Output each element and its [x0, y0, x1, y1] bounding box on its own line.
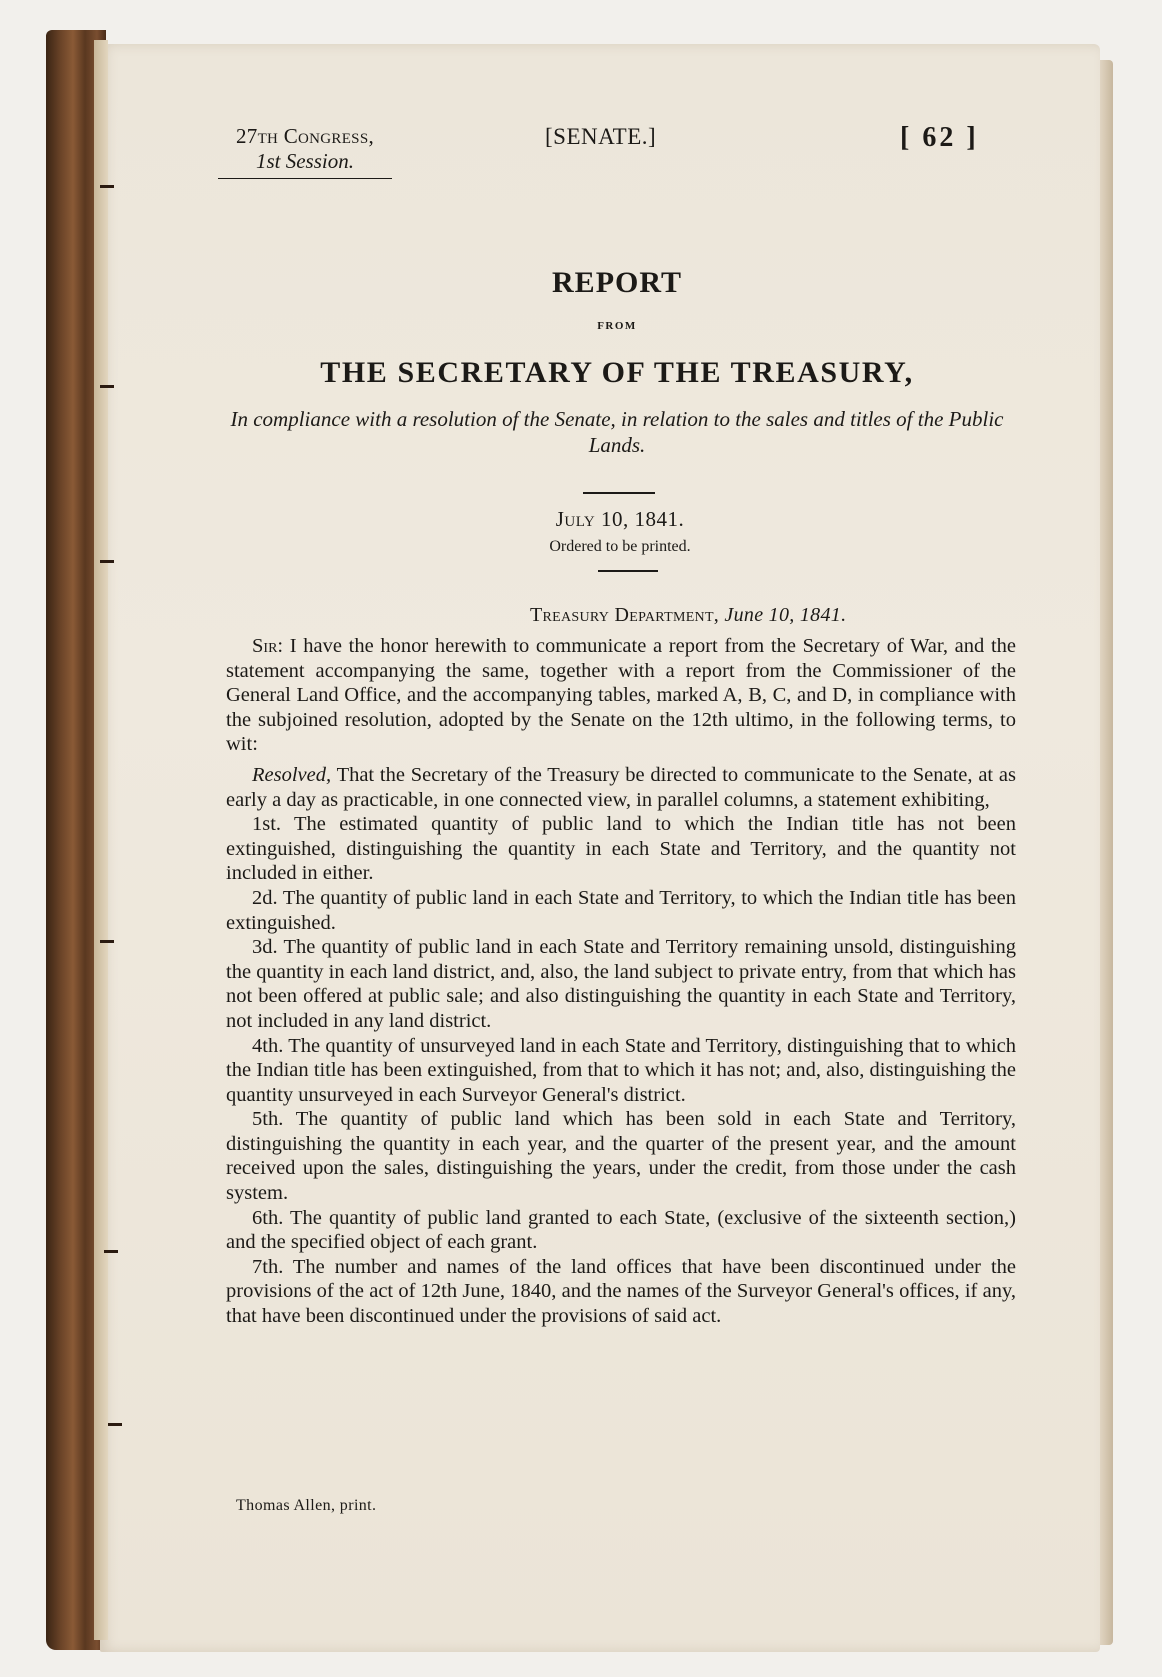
list-item: 3d. The quantity of public land in each State and Territory remaining unsold, distinguishing the quantity in each land district, and, also, the land subject to private entry, from that which has not been offered at public sale; and also distinguishing the quantity in each State and Territory, not included in any land district.	[226, 936, 1016, 1032]
binding-stitch	[100, 560, 114, 563]
salutation: Sir:	[252, 635, 284, 657]
list-item: 6th. The quantity of public land granted to each State, (exclusive of the sixteenth section,) and the specified object of each grant.	[226, 1206, 1016, 1254]
congress-label: 27th Congress,	[235, 124, 375, 148]
list-item: 4th. The quantity of unsurveyed land in each State and Territory, distinguishing that to which the Indian title has been extinguished, from that to which it has not; and, also, distinguishing the quantity unsurveyed in each Surveyor General's district.	[226, 1034, 1016, 1106]
list-item: 7th. The number and names of the land offices that have been discontinued under the provisions of the act of 12th June, 1840, and the names of the Surveyor General's offices, if any, that have been discontinued under the provisions of said act.	[226, 1255, 1016, 1328]
session-label: 1st Session.	[218, 149, 392, 179]
binding-stitch	[104, 1250, 118, 1253]
document-number: [ 62 ]	[900, 122, 979, 153]
department-name: Treasury Department,	[530, 604, 720, 626]
resolution-paragraph	[226, 763, 1016, 812]
binding-stitch	[100, 940, 114, 943]
dateline-date: June 10, 1841.	[724, 604, 847, 626]
report-date: July 10, 1841.	[555, 507, 685, 531]
intro-paragraph	[226, 634, 1016, 757]
from-label: FROM	[597, 320, 637, 332]
printer-credit: Thomas Allen, print.	[236, 1497, 377, 1514]
ordered-printed-note: Ordered to be printed.	[549, 538, 691, 555]
list-item: 1st. The estimated quantity of public land to which the Indian title has not been extinguished, distinguishing the quantity in each State and Territory, and the quantity not included in either.	[226, 813, 1016, 885]
department-dateline	[530, 604, 846, 627]
secretary-title: THE SECRETARY OF THE TREASURY,	[320, 356, 914, 389]
intro-text: I have the honor herewith to communicate a report from the Secretary of War, and the statement accompanying the same, together with a report from the Commissioner of the General Land Office, and the accompanying tables, marked A, B, C, and D, in compliance with the subjoined resolution, adopted by the Senate on the 12th ultimo, in the following terms, to wit:	[226, 635, 1017, 756]
congress-session-header	[218, 124, 392, 179]
list-item: 2d. The quantity of public land in each State and Territory, to which the Indian title has been extinguished.	[226, 886, 1016, 934]
report-title: REPORT	[552, 266, 682, 299]
resolved-word: Resolved,	[252, 763, 332, 786]
chamber-label: [SENATE.]	[545, 124, 657, 149]
divider-rule	[598, 570, 658, 572]
report-subtitle: In compliance with a resolution of the Senate, in relation to the sales and titles of the Public Lands.	[230, 407, 1004, 457]
resolution-text: That the Secretary of the Treasury be directed to communicate to the Senate, at as early a day as practicable, in one connected view, in parallel columns, a statement exhibiting,	[226, 763, 1016, 811]
divider-rule	[583, 492, 655, 494]
list-item: 5th. The quantity of public land which has been sold in each State and Territory, distinguishing the quantity in each year, and the quarter of the present year, and the amount received upon the sales, distinguishing the years, under the credit, from those under the cash system.	[226, 1108, 1016, 1205]
binding-stitch	[108, 1423, 122, 1426]
letter-body	[226, 634, 1016, 1329]
binding-stitch	[100, 185, 114, 188]
